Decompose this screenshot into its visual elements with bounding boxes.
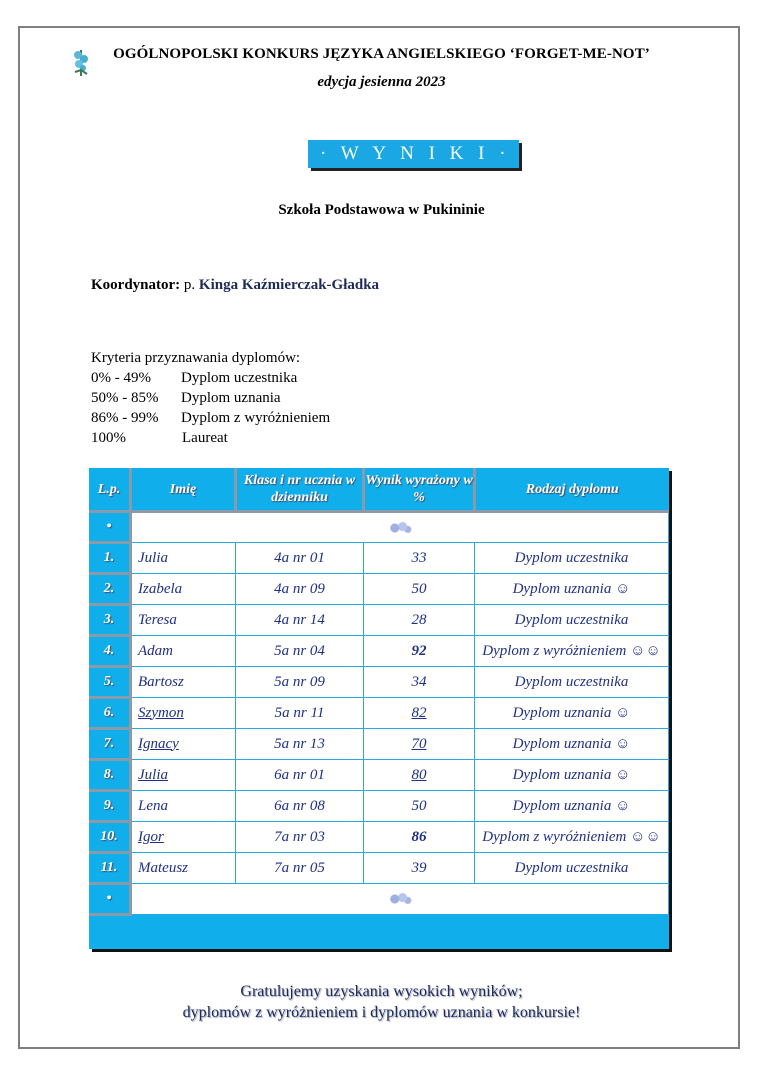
row-score: 92 bbox=[364, 636, 475, 667]
criteria-item bbox=[91, 408, 330, 428]
table-row bbox=[89, 605, 669, 636]
table-row bbox=[89, 698, 669, 729]
row-class: 7a nr 05 bbox=[236, 853, 364, 884]
row-diploma: Dyplom uznania ☺ bbox=[475, 760, 669, 791]
flower-decoration-cell bbox=[131, 884, 669, 915]
row-name: Julia bbox=[131, 543, 236, 574]
row-class: 6a nr 01 bbox=[236, 760, 364, 791]
congratulations-line-1: Gratulujemy uzyskania wysokich wyników; bbox=[240, 983, 523, 1000]
results-banner bbox=[308, 143, 519, 165]
row-name: Izabela bbox=[131, 574, 236, 605]
bullet-cell: • bbox=[89, 884, 131, 915]
table-row bbox=[89, 822, 669, 853]
coordinator bbox=[91, 277, 379, 294]
header-name: Imię bbox=[131, 468, 236, 512]
criteria-range: 0% - 49% bbox=[91, 370, 151, 386]
coordinator-label: Koordynator: bbox=[91, 277, 181, 293]
coordinator-prefix: p. bbox=[183, 277, 196, 293]
table-row bbox=[89, 760, 669, 791]
table-row bbox=[89, 543, 669, 574]
decor-row-bottom bbox=[89, 884, 669, 915]
row-lp: 1. bbox=[89, 543, 131, 574]
row-score: 33 bbox=[364, 543, 475, 574]
criteria-range: 100% bbox=[91, 430, 126, 446]
row-name: Ignacy bbox=[131, 729, 236, 760]
row-score: 28 bbox=[364, 605, 475, 636]
row-name: Lena bbox=[131, 791, 236, 822]
row-diploma: Dyplom uznania ☺ bbox=[475, 791, 669, 822]
table-row bbox=[89, 636, 669, 667]
row-diploma: Dyplom uczestnika bbox=[475, 853, 669, 884]
row-class: 4a nr 09 bbox=[236, 574, 364, 605]
table-row bbox=[89, 853, 669, 884]
row-score: 70 bbox=[364, 729, 475, 760]
row-class: 6a nr 08 bbox=[236, 791, 364, 822]
row-name: Igor bbox=[131, 822, 236, 853]
congratulations-line-2: dyplomów z wyróżnieniem i dyplomów uznania w konkursie! bbox=[182, 1004, 581, 1021]
criteria-list bbox=[91, 348, 330, 448]
row-class: 5a nr 04 bbox=[236, 636, 364, 667]
row-class: 5a nr 11 bbox=[236, 698, 364, 729]
table-row bbox=[89, 574, 669, 605]
criteria-item bbox=[91, 368, 330, 388]
row-name: Julia bbox=[131, 760, 236, 791]
row-class: 7a nr 03 bbox=[236, 822, 364, 853]
header-score: Wynik wyrażony w % bbox=[364, 468, 475, 512]
row-score: 50 bbox=[364, 574, 475, 605]
criteria-heading: Kryteria przyznawania dyplomów: bbox=[91, 350, 301, 366]
row-diploma: Dyplom z wyróżnieniem ☺☺ bbox=[475, 636, 669, 667]
row-diploma: Dyplom uznania ☺ bbox=[475, 729, 669, 760]
row-score: 82 bbox=[364, 698, 475, 729]
row-name: Szymon bbox=[131, 698, 236, 729]
school-name: Szkoła Podstawowa w Pukininie bbox=[278, 202, 485, 218]
row-score: 39 bbox=[364, 853, 475, 884]
table-row bbox=[89, 729, 669, 760]
contest-title: OGÓLNOPOLSKI KONKURS JĘZYKA ANGIELSKIEGO ‘FORGET-ME-NOT’ bbox=[113, 46, 650, 62]
header-lp: L.p. bbox=[89, 468, 131, 512]
row-score: 86 bbox=[364, 822, 475, 853]
row-name: Adam bbox=[131, 636, 236, 667]
row-name: Teresa bbox=[131, 605, 236, 636]
criteria-item bbox=[91, 428, 330, 448]
criteria-item bbox=[91, 388, 330, 408]
congratulations-message bbox=[0, 981, 763, 1023]
table-row bbox=[89, 791, 669, 822]
row-lp: 6. bbox=[89, 698, 131, 729]
row-diploma: Dyplom uczestnika bbox=[475, 543, 669, 574]
row-class: 5a nr 09 bbox=[236, 667, 364, 698]
row-lp: 7. bbox=[89, 729, 131, 760]
row-lp: 5. bbox=[89, 667, 131, 698]
table-row bbox=[89, 667, 669, 698]
row-lp: 2. bbox=[89, 574, 131, 605]
flower-decoration-icon bbox=[387, 892, 413, 906]
criteria-range: 50% - 85% bbox=[91, 390, 159, 406]
row-name: Mateusz bbox=[131, 853, 236, 884]
row-score: 34 bbox=[364, 667, 475, 698]
header-diploma: Rodzaj dyplomu bbox=[475, 468, 669, 512]
criteria-diploma: Laureat bbox=[182, 430, 228, 446]
row-lp: 3. bbox=[89, 605, 131, 636]
row-lp: 4. bbox=[89, 636, 131, 667]
results-table-container bbox=[89, 468, 669, 949]
row-class: 4a nr 01 bbox=[236, 543, 364, 574]
row-lp: 10. bbox=[89, 822, 131, 853]
row-diploma: Dyplom uczestnika bbox=[475, 667, 669, 698]
results-table bbox=[89, 468, 669, 916]
row-class: 4a nr 14 bbox=[236, 605, 364, 636]
criteria-range: 86% - 99% bbox=[91, 410, 159, 426]
header-class: Klasa i nr ucznia w dzienniku bbox=[236, 468, 364, 512]
criteria-diploma: Dyplom uczestnika bbox=[181, 370, 298, 386]
row-score: 80 bbox=[364, 760, 475, 791]
row-class: 5a nr 13 bbox=[236, 729, 364, 760]
row-lp: 11. bbox=[89, 853, 131, 884]
row-score: 50 bbox=[364, 791, 475, 822]
row-diploma: Dyplom uznania ☺ bbox=[475, 698, 669, 729]
bullet-cell: • bbox=[89, 512, 131, 543]
table-header-row bbox=[89, 468, 669, 512]
row-lp: 9. bbox=[89, 791, 131, 822]
row-lp: 8. bbox=[89, 760, 131, 791]
row-name: Bartosz bbox=[131, 667, 236, 698]
row-diploma: Dyplom z wyróżnieniem ☺☺ bbox=[475, 822, 669, 853]
flower-decoration-cell bbox=[131, 512, 669, 543]
flower-decoration-icon bbox=[387, 521, 413, 535]
row-diploma: Dyplom uczestnika bbox=[475, 605, 669, 636]
coordinator-name: Kinga Kaźmierczak-Gładka bbox=[198, 277, 380, 293]
criteria-diploma: Dyplom uznania bbox=[181, 390, 281, 406]
decor-row-top bbox=[89, 512, 669, 543]
results-banner-label: · W Y N I K I · bbox=[308, 140, 519, 168]
criteria-diploma: Dyplom z wyróżnieniem bbox=[181, 410, 331, 426]
edition-subtitle: edycja jesienna 2023 bbox=[317, 74, 446, 90]
row-diploma: Dyplom uznania ☺ bbox=[475, 574, 669, 605]
